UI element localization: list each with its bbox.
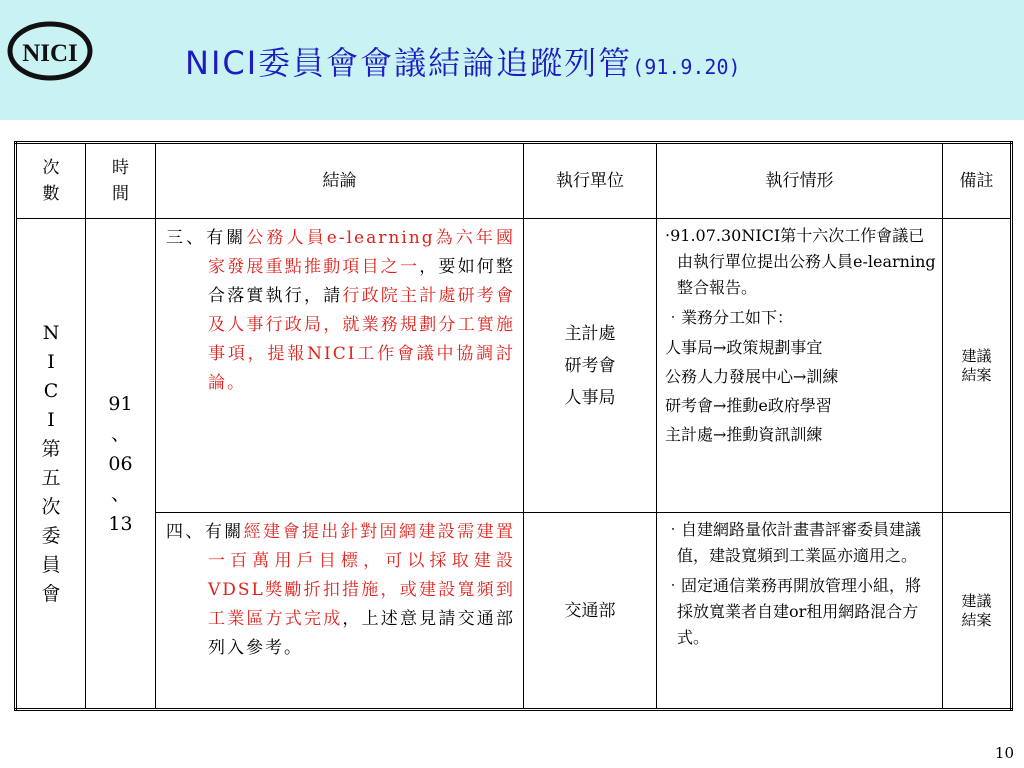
table-row xyxy=(16,219,1012,513)
session-char: I xyxy=(47,408,55,431)
highlighted-text: 行政院主計處研考會及人事行政局，就業務規劃分工實施事項，提報NICI工作會議中協調討論。 xyxy=(208,286,516,393)
unit-name: 主計處 xyxy=(564,323,616,344)
resolution-tracking-table xyxy=(14,141,1013,711)
session-label xyxy=(17,319,85,609)
status-list xyxy=(665,517,936,651)
header-date: 時 間 xyxy=(86,143,156,219)
conclusion-text xyxy=(166,518,515,663)
date-part: 06 xyxy=(108,452,133,475)
date-part: 、 xyxy=(110,422,130,445)
status-bullet: ‧固定通信業務再開放管理小組，將採放寬業者自建or租用網路混合方式。 xyxy=(665,576,922,647)
status-line: 人事局→政策規劃事宜 xyxy=(665,338,823,357)
date-part: 13 xyxy=(108,512,133,535)
status-bullet: ‧91.07.30NICI第十六次工作會議已由執行單位提出公務人員e-learning整合報告。 xyxy=(665,226,936,297)
conclusion-cell xyxy=(156,513,524,710)
unit-name: 交通部 xyxy=(564,600,616,621)
status-bullet: ‧自建網路量依計畫書評審委員建議值，建設寬頻到工業區亦適用之。 xyxy=(665,520,922,565)
session-char: 會 xyxy=(41,582,61,605)
nici-logo xyxy=(4,20,96,82)
conclusion-text xyxy=(166,224,515,398)
status-cell xyxy=(657,513,943,710)
note-line: 建議 xyxy=(961,346,992,365)
session-char: 次 xyxy=(41,495,61,518)
unit-name: 人事局 xyxy=(564,387,616,408)
highlighted-text: 公務人員e-learning為六年國家發展重點推動項目之一 xyxy=(208,228,515,277)
date-part: 91 xyxy=(108,392,133,415)
unit-cell xyxy=(524,513,657,710)
table-header-row xyxy=(16,143,1012,219)
header-session: 次 數 xyxy=(16,143,86,219)
highlighted-text: 經建會提出針對固網建設需建置一百萬用戶目標，可以採取建設VDSL獎勵折扣措施，或建設寬頻到工業區方式完成 xyxy=(208,522,516,629)
notes-cell xyxy=(943,513,1012,710)
meeting-date xyxy=(86,389,155,539)
date-part: 、 xyxy=(110,482,130,505)
plain-text: 三、有關 xyxy=(166,228,247,248)
session-char: 第 xyxy=(41,437,61,460)
date-cell xyxy=(86,219,156,710)
page-title xyxy=(185,38,741,84)
status-cell xyxy=(657,219,943,513)
session-cell xyxy=(16,219,86,710)
header-conclusion: 結論 xyxy=(156,143,524,219)
logo-text: NICI xyxy=(22,40,78,67)
session-char: C xyxy=(43,379,59,402)
unit-cell xyxy=(524,219,657,513)
note-line: 結案 xyxy=(961,365,992,384)
table-row xyxy=(16,513,1012,710)
plain-text: ，上述意見請交通部列入參考。 xyxy=(208,609,516,658)
title-date: (91.9.20) xyxy=(632,55,741,79)
note-line: 結案 xyxy=(961,610,992,629)
session-char: N xyxy=(42,321,60,344)
session-char: 委 xyxy=(41,524,61,547)
status-bullet: ‧業務分工如下： xyxy=(665,308,794,327)
header-status: 執行情形 xyxy=(657,143,943,219)
conclusion-cell xyxy=(156,219,524,513)
nici-logo-icon xyxy=(4,20,96,82)
header-unit: 執行單位 xyxy=(524,143,657,219)
status-list xyxy=(665,223,936,447)
plain-text: ，要如何整合落實執行，請 xyxy=(208,257,516,306)
unit-list xyxy=(524,595,656,627)
session-char: 員 xyxy=(41,553,61,576)
session-char: 五 xyxy=(41,466,61,489)
title-text: NICI委員會會議結論追蹤列管 xyxy=(185,44,633,82)
slide-header xyxy=(0,0,1024,120)
plain-text: 四、有關 xyxy=(166,522,244,542)
header-notes: 備註 xyxy=(943,143,1012,219)
unit-list xyxy=(524,318,656,414)
notes-text xyxy=(943,347,1010,385)
status-line: 主計處→推動資訊訓練 xyxy=(665,425,823,444)
notes-cell xyxy=(943,219,1012,513)
page-number: 10 xyxy=(994,744,1014,762)
notes-text xyxy=(943,592,1010,630)
status-line: 公務人力發展中心→訓練 xyxy=(665,367,839,386)
unit-name: 研考會 xyxy=(564,355,616,376)
session-char: I xyxy=(47,350,55,373)
note-line: 建議 xyxy=(961,591,992,610)
status-line: 研考會→推動e政府學習 xyxy=(665,396,832,415)
